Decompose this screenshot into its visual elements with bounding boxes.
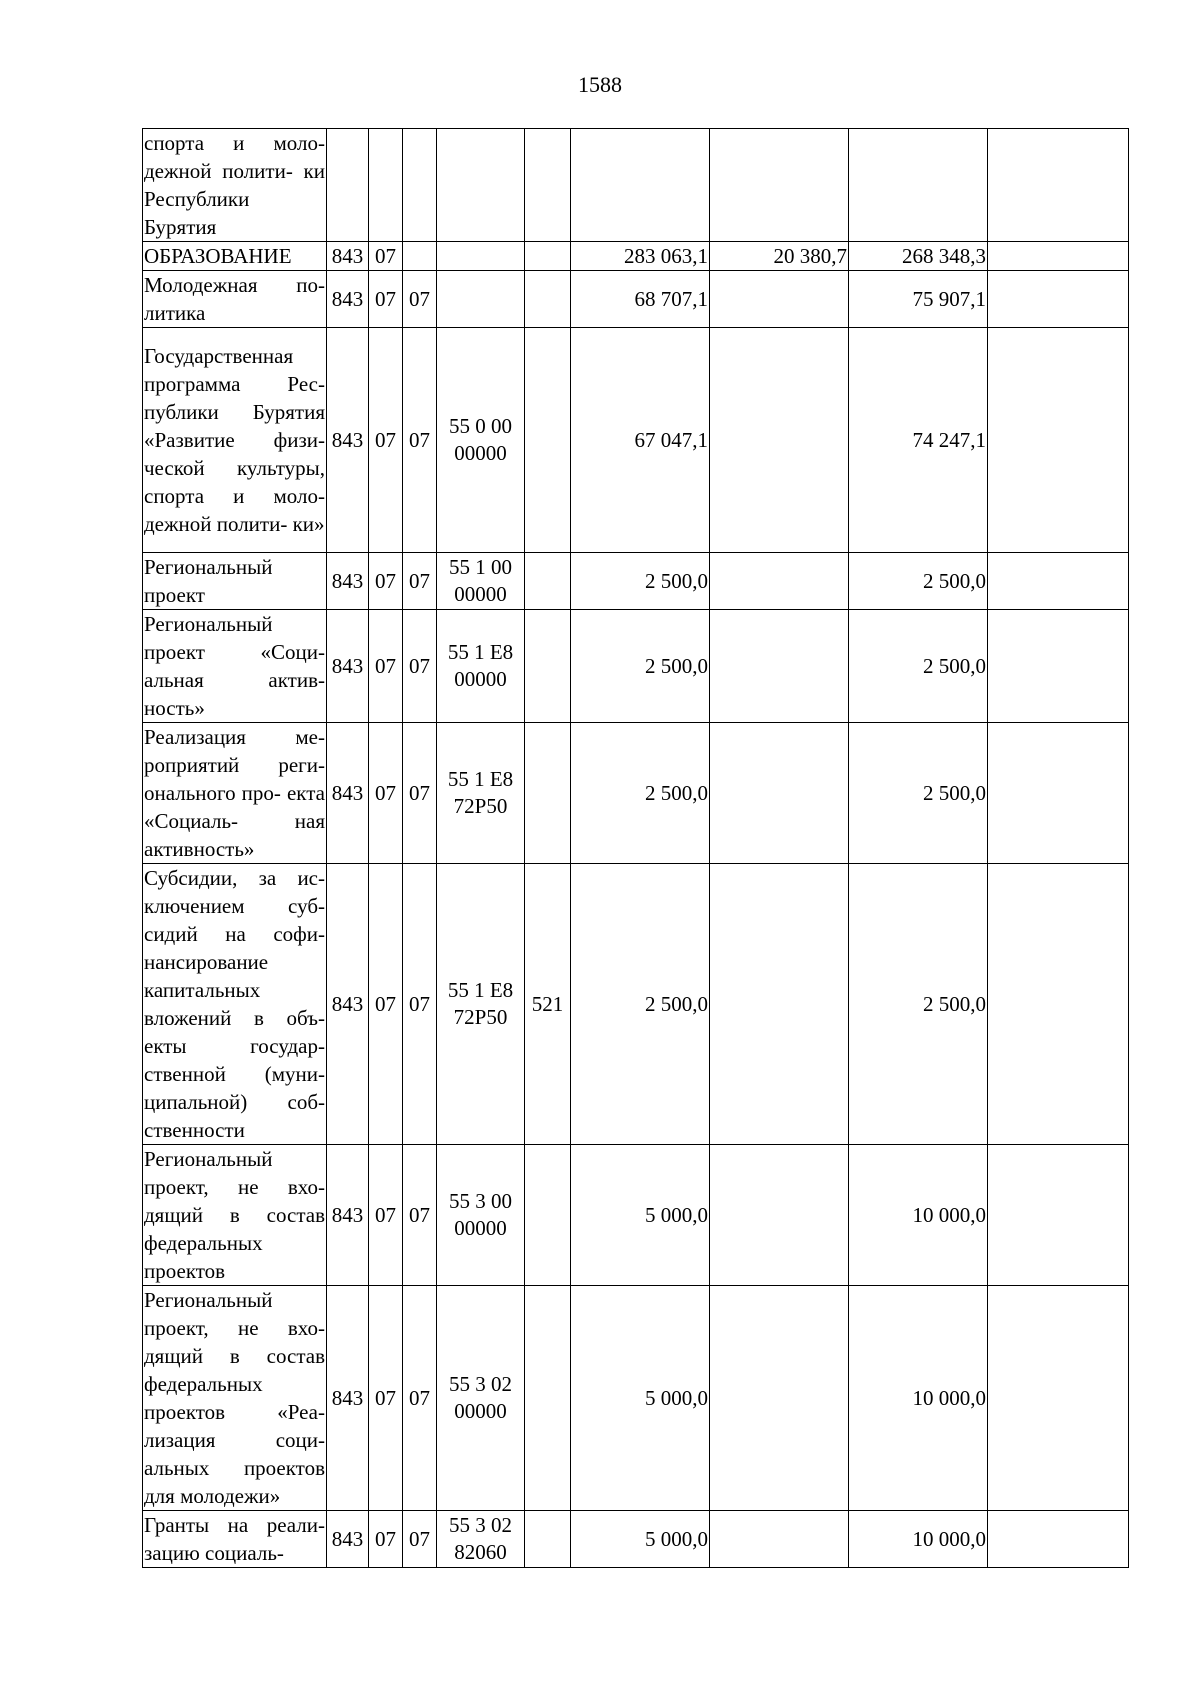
sum-year3-cell: 2 500,0 bbox=[849, 553, 988, 610]
csr-cell bbox=[437, 129, 525, 242]
sum-year2-cell bbox=[710, 1145, 849, 1286]
vr-cell bbox=[525, 242, 571, 271]
vr-cell bbox=[525, 1286, 571, 1511]
row-name-line: ципальной) соб- bbox=[144, 1090, 325, 1114]
sum-year3-cell: 2 500,0 bbox=[849, 864, 988, 1145]
budget-table-body bbox=[143, 129, 1129, 1568]
row-name-line: ки» bbox=[292, 512, 325, 536]
row-name-line: капитальных bbox=[144, 978, 261, 1002]
row-name-cell bbox=[143, 242, 327, 271]
row-name-cell bbox=[143, 129, 327, 242]
pr-cell: 07 bbox=[403, 610, 437, 723]
row-name-line: зацию социаль- bbox=[144, 1541, 284, 1565]
row-name-line: дящий в состав bbox=[144, 1203, 325, 1227]
csr-cell bbox=[437, 242, 525, 271]
sum-year2-cell bbox=[710, 1286, 849, 1511]
vr-cell bbox=[525, 723, 571, 864]
pr-cell bbox=[403, 129, 437, 242]
sum-year2-cell bbox=[710, 864, 849, 1145]
pr-cell: 07 bbox=[403, 553, 437, 610]
row-name-cell bbox=[143, 610, 327, 723]
row-name-line: публики Бурятия bbox=[144, 400, 325, 424]
row-name-line: проект bbox=[144, 583, 205, 607]
row-name-line: Региональный bbox=[144, 1288, 273, 1312]
row-name-cell bbox=[143, 328, 327, 553]
row-name-line: проектов «Реа- bbox=[144, 1400, 325, 1424]
rz-cell: 07 bbox=[369, 1145, 403, 1286]
vr-cell bbox=[525, 328, 571, 553]
row-name-line: ственности bbox=[144, 1118, 245, 1142]
sum-year3-cell: 10 000,0 bbox=[849, 1286, 988, 1511]
sum-year1-cell: 283 063,1 bbox=[571, 242, 710, 271]
table-row bbox=[143, 723, 1129, 864]
csr-cell bbox=[437, 610, 525, 723]
sum-year3-cell: 268 348,3 bbox=[849, 242, 988, 271]
rz-cell bbox=[369, 129, 403, 242]
rz-cell: 07 bbox=[369, 242, 403, 271]
csr-cell bbox=[437, 1511, 525, 1568]
csr-cell bbox=[437, 1145, 525, 1286]
row-name-line: Субсидии, за ис- bbox=[144, 866, 325, 890]
csr-cell bbox=[437, 553, 525, 610]
pr-cell: 07 bbox=[403, 328, 437, 553]
ved-cell: 843 bbox=[327, 1286, 369, 1511]
vr-cell bbox=[525, 129, 571, 242]
sum-year4-cell bbox=[988, 1145, 1129, 1286]
sum-year3-cell: 2 500,0 bbox=[849, 610, 988, 723]
sum-year2-cell bbox=[710, 328, 849, 553]
vr-cell: 521 bbox=[525, 864, 571, 1145]
csr-line: 00000 bbox=[454, 667, 507, 691]
sum-year2-cell bbox=[710, 271, 849, 328]
row-name-line: онального про- bbox=[144, 781, 281, 805]
pr-cell: 07 bbox=[403, 1286, 437, 1511]
pr-cell: 07 bbox=[403, 864, 437, 1145]
sum-year4-cell bbox=[988, 271, 1129, 328]
sum-year2-cell: 20 380,7 bbox=[710, 242, 849, 271]
rz-cell: 07 bbox=[369, 271, 403, 328]
ved-cell: 843 bbox=[327, 1145, 369, 1286]
budget-table bbox=[142, 128, 1129, 1568]
ved-cell: 843 bbox=[327, 328, 369, 553]
row-name-line: ки Республики bbox=[144, 159, 325, 211]
row-name-line: ственной (муни- bbox=[144, 1062, 325, 1086]
page-number: 1588 bbox=[578, 72, 622, 97]
vr-cell bbox=[525, 271, 571, 328]
sum-year4-cell bbox=[988, 242, 1129, 271]
pr-cell: 07 bbox=[403, 1145, 437, 1286]
sum-year4-cell bbox=[988, 723, 1129, 864]
csr-line: 55 3 02 bbox=[449, 1513, 512, 1537]
row-name-cell bbox=[143, 271, 327, 328]
sum-year1-cell: 5 000,0 bbox=[571, 1145, 710, 1286]
sum-year1-cell bbox=[571, 129, 710, 242]
row-name-line: сидий на софи- bbox=[144, 922, 325, 946]
sum-year3-cell: 10 000,0 bbox=[849, 1511, 988, 1568]
csr-line: 00000 bbox=[454, 441, 507, 465]
row-name-line: для молодежи» bbox=[144, 1484, 281, 1508]
row-name-line: ная активность» bbox=[144, 809, 325, 861]
row-name-line: Молодежная по- bbox=[144, 273, 325, 297]
row-name-line: ность» bbox=[144, 696, 205, 720]
csr-cell bbox=[437, 723, 525, 864]
row-name-line: лизация соци- bbox=[144, 1428, 325, 1452]
sum-year1-cell: 5 000,0 bbox=[571, 1511, 710, 1568]
csr-line: 55 1 E8 bbox=[447, 640, 514, 664]
sum-year4-cell bbox=[988, 1511, 1129, 1568]
ved-cell: 843 bbox=[327, 271, 369, 328]
sum-year1-cell: 2 500,0 bbox=[571, 723, 710, 864]
ved-cell: 843 bbox=[327, 610, 369, 723]
table-row bbox=[143, 610, 1129, 723]
row-name-line: ключением суб- bbox=[144, 894, 325, 918]
pr-cell: 07 bbox=[403, 1511, 437, 1568]
csr-cell bbox=[437, 1286, 525, 1511]
table-row bbox=[143, 242, 1129, 271]
row-name-line: литика bbox=[144, 301, 206, 325]
sum-year4-cell bbox=[988, 610, 1129, 723]
row-name-line: альных проектов bbox=[144, 1456, 325, 1480]
row-name-line: федеральных bbox=[144, 1372, 263, 1396]
sum-year4-cell bbox=[988, 328, 1129, 553]
csr-cell bbox=[437, 271, 525, 328]
sum-year1-cell: 68 707,1 bbox=[571, 271, 710, 328]
csr-line: 72P50 bbox=[453, 794, 508, 818]
sum-year2-cell bbox=[710, 553, 849, 610]
sum-year4-cell bbox=[988, 1286, 1129, 1511]
sum-year1-cell: 67 047,1 bbox=[571, 328, 710, 553]
rz-cell: 07 bbox=[369, 553, 403, 610]
csr-line: 55 3 02 bbox=[449, 1372, 512, 1396]
rz-cell: 07 bbox=[369, 328, 403, 553]
row-name-line: альная актив- bbox=[144, 668, 325, 692]
row-name-line: роприятий реги- bbox=[144, 753, 325, 777]
row-name-line: Гранты на реали- bbox=[144, 1513, 325, 1537]
row-name-line: спорта и моло- bbox=[144, 131, 325, 155]
csr-line: 00000 bbox=[454, 582, 507, 606]
sum-year3-cell: 74 247,1 bbox=[849, 328, 988, 553]
row-name-line: федеральных bbox=[144, 1231, 263, 1255]
table-row bbox=[143, 553, 1129, 610]
table-row bbox=[143, 328, 1129, 553]
table-row bbox=[143, 129, 1129, 242]
sum-year1-cell: 2 500,0 bbox=[571, 553, 710, 610]
sum-year1-cell: 2 500,0 bbox=[571, 610, 710, 723]
row-name-cell bbox=[143, 723, 327, 864]
row-name-line: Бурятия bbox=[144, 215, 217, 239]
rz-cell: 07 bbox=[369, 864, 403, 1145]
row-name-line: екта «Социаль- bbox=[144, 781, 325, 833]
sum-year2-cell bbox=[710, 723, 849, 864]
row-name-line: Региональный bbox=[144, 612, 273, 636]
sum-year3-cell: 2 500,0 bbox=[849, 723, 988, 864]
vr-cell bbox=[525, 553, 571, 610]
csr-line: 55 1 00 bbox=[449, 555, 512, 579]
row-name-line: проект «Соци- bbox=[144, 640, 325, 664]
row-name-line: проект, не вхо- bbox=[144, 1316, 325, 1340]
row-name-line: ческой культуры, bbox=[144, 456, 325, 480]
sum-year3-cell: 75 907,1 bbox=[849, 271, 988, 328]
csr-line: 00000 bbox=[454, 1216, 507, 1240]
csr-line: 00000 bbox=[454, 1399, 507, 1423]
row-name-line: Региональный bbox=[144, 1147, 273, 1171]
rz-cell: 07 bbox=[369, 1511, 403, 1568]
csr-line: 72P50 bbox=[453, 1005, 508, 1029]
sum-year4-cell bbox=[988, 129, 1129, 242]
row-name-cell bbox=[143, 1511, 327, 1568]
row-name-line: Государственная bbox=[144, 344, 294, 368]
pr-cell: 07 bbox=[403, 271, 437, 328]
vr-cell bbox=[525, 1511, 571, 1568]
row-name-cell bbox=[143, 864, 327, 1145]
csr-line: 82060 bbox=[454, 1540, 507, 1564]
row-name-line: дежной полити- bbox=[144, 512, 288, 536]
csr-line: 55 3 00 bbox=[449, 1189, 512, 1213]
row-name-line: дежной полити- bbox=[144, 159, 293, 183]
row-name-line: Реализация ме- bbox=[144, 725, 325, 749]
row-name-line: спорта и моло- bbox=[144, 484, 325, 508]
table-row bbox=[143, 1511, 1129, 1568]
row-name-line: дящий в состав bbox=[144, 1344, 325, 1368]
ved-cell: 843 bbox=[327, 553, 369, 610]
table-row bbox=[143, 1145, 1129, 1286]
csr-line: 55 1 E8 bbox=[447, 978, 514, 1002]
csr-line: 55 0 00 bbox=[449, 414, 512, 438]
sum-year1-cell: 5 000,0 bbox=[571, 1286, 710, 1511]
csr-cell bbox=[437, 864, 525, 1145]
row-name-line: ОБРАЗОВАНИЕ bbox=[144, 244, 292, 268]
rz-cell: 07 bbox=[369, 610, 403, 723]
table-row bbox=[143, 271, 1129, 328]
row-name-line: екты государ- bbox=[144, 1034, 325, 1058]
sum-year3-cell: 10 000,0 bbox=[849, 1145, 988, 1286]
table-row bbox=[143, 864, 1129, 1145]
sum-year2-cell bbox=[710, 610, 849, 723]
row-name-line: вложений в объ- bbox=[144, 1006, 325, 1030]
sum-year3-cell bbox=[849, 129, 988, 242]
pr-cell: 07 bbox=[403, 723, 437, 864]
sum-year2-cell bbox=[710, 1511, 849, 1568]
sum-year1-cell: 2 500,0 bbox=[571, 864, 710, 1145]
ved-cell: 843 bbox=[327, 723, 369, 864]
rz-cell: 07 bbox=[369, 1286, 403, 1511]
csr-cell bbox=[437, 328, 525, 553]
csr-line: 55 1 E8 bbox=[447, 767, 514, 791]
sum-year4-cell bbox=[988, 553, 1129, 610]
ved-cell: 843 bbox=[327, 242, 369, 271]
sum-year2-cell bbox=[710, 129, 849, 242]
table-row bbox=[143, 1286, 1129, 1511]
row-name-line: проектов bbox=[144, 1259, 226, 1283]
vr-cell bbox=[525, 1145, 571, 1286]
row-name-cell bbox=[143, 1145, 327, 1286]
pr-cell bbox=[403, 242, 437, 271]
row-name-line: нансирование bbox=[144, 950, 269, 974]
row-name-line: программа Рес- bbox=[144, 372, 325, 396]
row-name-cell bbox=[143, 1286, 327, 1511]
row-name-line: Региональный bbox=[144, 555, 273, 579]
row-name-line: проект, не вхо- bbox=[144, 1175, 325, 1199]
ved-cell bbox=[327, 129, 369, 242]
rz-cell: 07 bbox=[369, 723, 403, 864]
row-name-line: «Развитие физи- bbox=[144, 428, 325, 452]
ved-cell: 843 bbox=[327, 864, 369, 1145]
row-name-cell bbox=[143, 553, 327, 610]
sum-year4-cell bbox=[988, 864, 1129, 1145]
ved-cell: 843 bbox=[327, 1511, 369, 1568]
vr-cell bbox=[525, 610, 571, 723]
